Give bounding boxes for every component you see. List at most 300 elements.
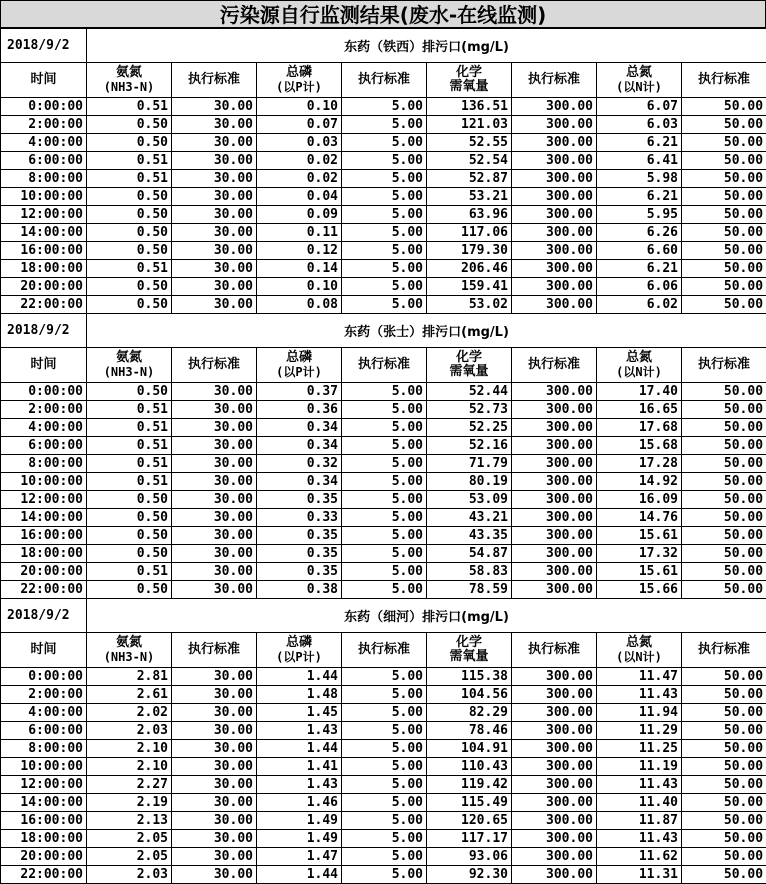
value-cell: 50.00 [682, 527, 766, 545]
value-cell: 300.00 [512, 545, 597, 563]
value-cell: 0.38 [257, 581, 342, 599]
time-cell: 4:00:00 [1, 419, 87, 437]
value-cell: 300.00 [512, 419, 597, 437]
value-cell: 0.34 [257, 473, 342, 491]
value-cell: 30.00 [172, 491, 257, 509]
value-cell: 30.00 [172, 776, 257, 794]
value-cell: 78.59 [427, 581, 512, 599]
table-row [1, 437, 766, 455]
value-cell: 300.00 [512, 437, 597, 455]
value-cell: 11.62 [597, 848, 682, 866]
value-cell: 30.00 [172, 473, 257, 491]
value-cell: 300.00 [512, 224, 597, 242]
time-cell: 16:00:00 [1, 812, 87, 830]
value-cell: 6.02 [597, 296, 682, 314]
value-cell: 0.51 [87, 260, 172, 278]
time-cell: 2:00:00 [1, 116, 87, 134]
value-cell: 0.35 [257, 563, 342, 581]
value-cell: 52.25 [427, 419, 512, 437]
value-cell: 0.11 [257, 224, 342, 242]
value-cell: 0.10 [257, 98, 342, 116]
table-row [1, 776, 766, 794]
value-cell: 30.00 [172, 98, 257, 116]
value-cell: 0.50 [87, 188, 172, 206]
header-ammonia-label: 氨氮 [90, 351, 168, 365]
value-cell: 300.00 [512, 794, 597, 812]
value-cell: 300.00 [512, 866, 597, 884]
header-standard [512, 348, 597, 383]
value-cell: 300.00 [512, 812, 597, 830]
value-cell: 5.00 [342, 722, 427, 740]
value-cell: 0.50 [87, 134, 172, 152]
value-cell: 0.51 [87, 401, 172, 419]
value-cell: 0.50 [87, 224, 172, 242]
value-cell: 0.02 [257, 170, 342, 188]
value-cell: 50.00 [682, 401, 766, 419]
value-cell: 0.50 [87, 581, 172, 599]
value-cell: 30.00 [172, 686, 257, 704]
value-cell: 300.00 [512, 581, 597, 599]
value-cell: 30.00 [172, 242, 257, 260]
header-cod [427, 633, 512, 668]
time-cell: 18:00:00 [1, 545, 87, 563]
header-standard [342, 63, 427, 98]
value-cell: 300.00 [512, 296, 597, 314]
header-phosphorus-label: 总磷 [260, 66, 338, 80]
header-phosphorus [257, 633, 342, 668]
time-cell: 8:00:00 [1, 740, 87, 758]
value-cell: 50.00 [682, 170, 766, 188]
value-cell: 5.00 [342, 419, 427, 437]
column-header-row [1, 348, 766, 383]
value-cell: 5.00 [342, 224, 427, 242]
value-cell: 5.95 [597, 206, 682, 224]
value-cell: 15.66 [597, 581, 682, 599]
value-cell: 50.00 [682, 812, 766, 830]
value-cell: 5.00 [342, 704, 427, 722]
value-cell: 5.00 [342, 812, 427, 830]
time-cell: 8:00:00 [1, 455, 87, 473]
value-cell: 1.48 [257, 686, 342, 704]
value-cell: 50.00 [682, 206, 766, 224]
value-cell: 50.00 [682, 455, 766, 473]
value-cell: 2.27 [87, 776, 172, 794]
header-standard-label: 执行标准 [345, 643, 423, 657]
value-cell: 11.94 [597, 704, 682, 722]
value-cell: 6.21 [597, 260, 682, 278]
table-row [1, 206, 766, 224]
table-row [1, 296, 766, 314]
value-cell: 5.00 [342, 260, 427, 278]
value-cell: 50.00 [682, 776, 766, 794]
value-cell: 53.21 [427, 188, 512, 206]
value-cell: 0.34 [257, 437, 342, 455]
value-cell: 0.32 [257, 455, 342, 473]
header-time-label: 时间 [4, 358, 83, 372]
value-cell: 0.50 [87, 116, 172, 134]
value-cell: 30.00 [172, 296, 257, 314]
value-cell: 30.00 [172, 722, 257, 740]
time-cell: 6:00:00 [1, 722, 87, 740]
value-cell: 30.00 [172, 668, 257, 686]
header-phosphorus-label: 总磷 [260, 636, 338, 650]
value-cell: 30.00 [172, 545, 257, 563]
section-date: 2018/9/2 [1, 314, 87, 348]
value-cell: 11.43 [597, 776, 682, 794]
outlet-name: 东药（细河）排污口(mg/L) [87, 599, 766, 633]
value-cell: 5.00 [342, 455, 427, 473]
header-standard [512, 633, 597, 668]
value-cell: 6.21 [597, 134, 682, 152]
outlet-name: 东药（铁西）排污口(mg/L) [87, 29, 766, 63]
value-cell: 300.00 [512, 455, 597, 473]
value-cell: 15.68 [597, 437, 682, 455]
time-cell: 0:00:00 [1, 383, 87, 401]
table-row [1, 242, 766, 260]
value-cell: 5.00 [342, 491, 427, 509]
value-cell: 1.47 [257, 848, 342, 866]
time-cell: 0:00:00 [1, 668, 87, 686]
value-cell: 30.00 [172, 278, 257, 296]
header-standard-label: 执行标准 [685, 73, 763, 87]
value-cell: 92.30 [427, 866, 512, 884]
table-row [1, 545, 766, 563]
table-row [1, 704, 766, 722]
value-cell: 121.03 [427, 116, 512, 134]
value-cell: 300.00 [512, 152, 597, 170]
header-standard-label: 执行标准 [345, 73, 423, 87]
value-cell: 15.61 [597, 563, 682, 581]
value-cell: 0.34 [257, 419, 342, 437]
value-cell: 30.00 [172, 812, 257, 830]
value-cell: 30.00 [172, 563, 257, 581]
value-cell: 50.00 [682, 98, 766, 116]
time-cell: 16:00:00 [1, 527, 87, 545]
value-cell: 50.00 [682, 152, 766, 170]
header-cod-label: 化学 [430, 636, 508, 650]
header-standard-label: 执行标准 [515, 358, 593, 372]
value-cell: 300.00 [512, 242, 597, 260]
table-row [1, 686, 766, 704]
header-phosphorus [257, 63, 342, 98]
value-cell: 50.00 [682, 830, 766, 848]
value-cell: 80.19 [427, 473, 512, 491]
header-nitrogen-unit: (以N计) [600, 650, 678, 664]
value-cell: 300.00 [512, 668, 597, 686]
header-nitrogen-unit: (以N计) [600, 365, 678, 379]
value-cell: 0.07 [257, 116, 342, 134]
time-cell: 10:00:00 [1, 473, 87, 491]
value-cell: 5.00 [342, 170, 427, 188]
value-cell: 300.00 [512, 116, 597, 134]
table-row [1, 224, 766, 242]
value-cell: 5.00 [342, 668, 427, 686]
header-phosphorus-unit: (以P计) [260, 80, 338, 94]
value-cell: 15.61 [597, 527, 682, 545]
value-cell: 30.00 [172, 509, 257, 527]
monitoring-table [0, 28, 766, 884]
value-cell: 6.41 [597, 152, 682, 170]
value-cell: 0.50 [87, 491, 172, 509]
value-cell: 30.00 [172, 527, 257, 545]
value-cell: 2.19 [87, 794, 172, 812]
value-cell: 300.00 [512, 170, 597, 188]
table-row [1, 563, 766, 581]
header-nitrogen [597, 63, 682, 98]
header-cod-unit: 需氧量 [430, 650, 508, 664]
header-standard [512, 63, 597, 98]
value-cell: 1.49 [257, 830, 342, 848]
header-nitrogen-label: 总氮 [600, 636, 678, 650]
value-cell: 50.00 [682, 491, 766, 509]
value-cell: 0.35 [257, 491, 342, 509]
time-cell: 2:00:00 [1, 401, 87, 419]
header-phosphorus [257, 348, 342, 383]
value-cell: 17.40 [597, 383, 682, 401]
value-cell: 110.43 [427, 758, 512, 776]
value-cell: 50.00 [682, 758, 766, 776]
value-cell: 300.00 [512, 740, 597, 758]
header-ammonia-label: 氨氮 [90, 66, 168, 80]
value-cell: 1.46 [257, 794, 342, 812]
value-cell: 11.47 [597, 668, 682, 686]
value-cell: 5.00 [342, 848, 427, 866]
table-row [1, 491, 766, 509]
value-cell: 11.31 [597, 866, 682, 884]
value-cell: 5.00 [342, 242, 427, 260]
value-cell: 5.00 [342, 188, 427, 206]
time-cell: 6:00:00 [1, 152, 87, 170]
value-cell: 0.03 [257, 134, 342, 152]
value-cell: 300.00 [512, 206, 597, 224]
time-cell: 2:00:00 [1, 686, 87, 704]
value-cell: 5.00 [342, 401, 427, 419]
table-row [1, 812, 766, 830]
header-ammonia [87, 348, 172, 383]
header-nitrogen-label: 总氮 [600, 351, 678, 365]
value-cell: 30.00 [172, 455, 257, 473]
value-cell: 11.87 [597, 812, 682, 830]
value-cell: 16.09 [597, 491, 682, 509]
value-cell: 50.00 [682, 509, 766, 527]
value-cell: 11.40 [597, 794, 682, 812]
table-row [1, 188, 766, 206]
value-cell: 30.00 [172, 134, 257, 152]
value-cell: 52.87 [427, 170, 512, 188]
value-cell: 300.00 [512, 188, 597, 206]
value-cell: 104.91 [427, 740, 512, 758]
value-cell: 5.00 [342, 545, 427, 563]
value-cell: 50.00 [682, 278, 766, 296]
time-cell: 14:00:00 [1, 509, 87, 527]
value-cell: 0.12 [257, 242, 342, 260]
value-cell: 50.00 [682, 224, 766, 242]
value-cell: 11.43 [597, 686, 682, 704]
value-cell: 5.00 [342, 830, 427, 848]
value-cell: 5.98 [597, 170, 682, 188]
header-ammonia [87, 633, 172, 668]
value-cell: 30.00 [172, 116, 257, 134]
header-ammonia-label: 氨氮 [90, 636, 168, 650]
value-cell: 300.00 [512, 527, 597, 545]
value-cell: 2.10 [87, 740, 172, 758]
column-header-row [1, 633, 766, 668]
value-cell: 0.35 [257, 527, 342, 545]
value-cell: 0.51 [87, 98, 172, 116]
value-cell: 52.44 [427, 383, 512, 401]
value-cell: 1.44 [257, 668, 342, 686]
time-cell: 8:00:00 [1, 170, 87, 188]
value-cell: 5.00 [342, 152, 427, 170]
value-cell: 300.00 [512, 704, 597, 722]
header-standard [682, 348, 766, 383]
header-standard [172, 633, 257, 668]
value-cell: 50.00 [682, 740, 766, 758]
value-cell: 2.81 [87, 668, 172, 686]
value-cell: 5.00 [342, 296, 427, 314]
section-header [1, 314, 766, 348]
time-cell: 20:00:00 [1, 848, 87, 866]
header-phosphorus-label: 总磷 [260, 351, 338, 365]
value-cell: 6.06 [597, 278, 682, 296]
value-cell: 0.50 [87, 206, 172, 224]
value-cell: 2.13 [87, 812, 172, 830]
value-cell: 52.73 [427, 401, 512, 419]
header-cod [427, 63, 512, 98]
value-cell: 0.51 [87, 563, 172, 581]
value-cell: 300.00 [512, 509, 597, 527]
value-cell: 300.00 [512, 776, 597, 794]
value-cell: 5.00 [342, 527, 427, 545]
header-time [1, 633, 87, 668]
value-cell: 0.02 [257, 152, 342, 170]
header-cod [427, 348, 512, 383]
header-phosphorus-unit: (以P计) [260, 650, 338, 664]
table-row [1, 722, 766, 740]
value-cell: 17.32 [597, 545, 682, 563]
table-row [1, 383, 766, 401]
header-cod-unit: 需氧量 [430, 365, 508, 379]
value-cell: 5.00 [342, 758, 427, 776]
value-cell: 0.50 [87, 296, 172, 314]
value-cell: 50.00 [682, 794, 766, 812]
value-cell: 1.41 [257, 758, 342, 776]
value-cell: 300.00 [512, 98, 597, 116]
table-row [1, 116, 766, 134]
value-cell: 5.00 [342, 134, 427, 152]
header-nitrogen [597, 633, 682, 668]
value-cell: 30.00 [172, 152, 257, 170]
value-cell: 0.14 [257, 260, 342, 278]
value-cell: 1.45 [257, 704, 342, 722]
value-cell: 50.00 [682, 848, 766, 866]
value-cell: 6.03 [597, 116, 682, 134]
value-cell: 30.00 [172, 848, 257, 866]
section-header [1, 29, 766, 63]
time-cell: 14:00:00 [1, 224, 87, 242]
value-cell: 0.51 [87, 473, 172, 491]
value-cell: 30.00 [172, 401, 257, 419]
header-nitrogen-label: 总氮 [600, 66, 678, 80]
value-cell: 52.54 [427, 152, 512, 170]
value-cell: 6.07 [597, 98, 682, 116]
table-row [1, 419, 766, 437]
value-cell: 52.16 [427, 437, 512, 455]
value-cell: 0.51 [87, 437, 172, 455]
value-cell: 300.00 [512, 830, 597, 848]
section-date: 2018/9/2 [1, 29, 87, 63]
value-cell: 30.00 [172, 170, 257, 188]
value-cell: 50.00 [682, 419, 766, 437]
table-row [1, 152, 766, 170]
value-cell: 300.00 [512, 278, 597, 296]
value-cell: 30.00 [172, 704, 257, 722]
value-cell: 50.00 [682, 383, 766, 401]
value-cell: 50.00 [682, 134, 766, 152]
table-row [1, 401, 766, 419]
value-cell: 6.60 [597, 242, 682, 260]
value-cell: 5.00 [342, 473, 427, 491]
value-cell: 6.21 [597, 188, 682, 206]
value-cell: 30.00 [172, 383, 257, 401]
section-header [1, 599, 766, 633]
value-cell: 300.00 [512, 758, 597, 776]
value-cell: 58.83 [427, 563, 512, 581]
table-row [1, 509, 766, 527]
value-cell: 30.00 [172, 188, 257, 206]
header-nitrogen [597, 348, 682, 383]
value-cell: 50.00 [682, 866, 766, 884]
header-ammonia-unit: (NH3-N) [90, 650, 168, 664]
value-cell: 53.02 [427, 296, 512, 314]
value-cell: 0.50 [87, 278, 172, 296]
value-cell: 5.00 [342, 794, 427, 812]
value-cell: 300.00 [512, 848, 597, 866]
value-cell: 300.00 [512, 722, 597, 740]
time-cell: 4:00:00 [1, 134, 87, 152]
value-cell: 17.28 [597, 455, 682, 473]
table-row [1, 278, 766, 296]
value-cell: 50.00 [682, 242, 766, 260]
value-cell: 2.05 [87, 848, 172, 866]
value-cell: 14.92 [597, 473, 682, 491]
value-cell: 159.41 [427, 278, 512, 296]
time-cell: 22:00:00 [1, 296, 87, 314]
value-cell: 30.00 [172, 224, 257, 242]
value-cell: 50.00 [682, 296, 766, 314]
value-cell: 5.00 [342, 206, 427, 224]
header-time [1, 348, 87, 383]
page-title: 污染源自行监测结果(废水-在线监测) [0, 0, 766, 28]
value-cell: 11.29 [597, 722, 682, 740]
value-cell: 50.00 [682, 563, 766, 581]
value-cell: 50.00 [682, 581, 766, 599]
time-cell: 16:00:00 [1, 242, 87, 260]
value-cell: 1.44 [257, 866, 342, 884]
header-standard [682, 63, 766, 98]
value-cell: 300.00 [512, 686, 597, 704]
header-time [1, 63, 87, 98]
value-cell: 0.36 [257, 401, 342, 419]
value-cell: 119.42 [427, 776, 512, 794]
value-cell: 300.00 [512, 473, 597, 491]
value-cell: 5.00 [342, 509, 427, 527]
value-cell: 50.00 [682, 437, 766, 455]
value-cell: 0.35 [257, 545, 342, 563]
value-cell: 120.65 [427, 812, 512, 830]
time-cell: 18:00:00 [1, 260, 87, 278]
value-cell: 5.00 [342, 866, 427, 884]
